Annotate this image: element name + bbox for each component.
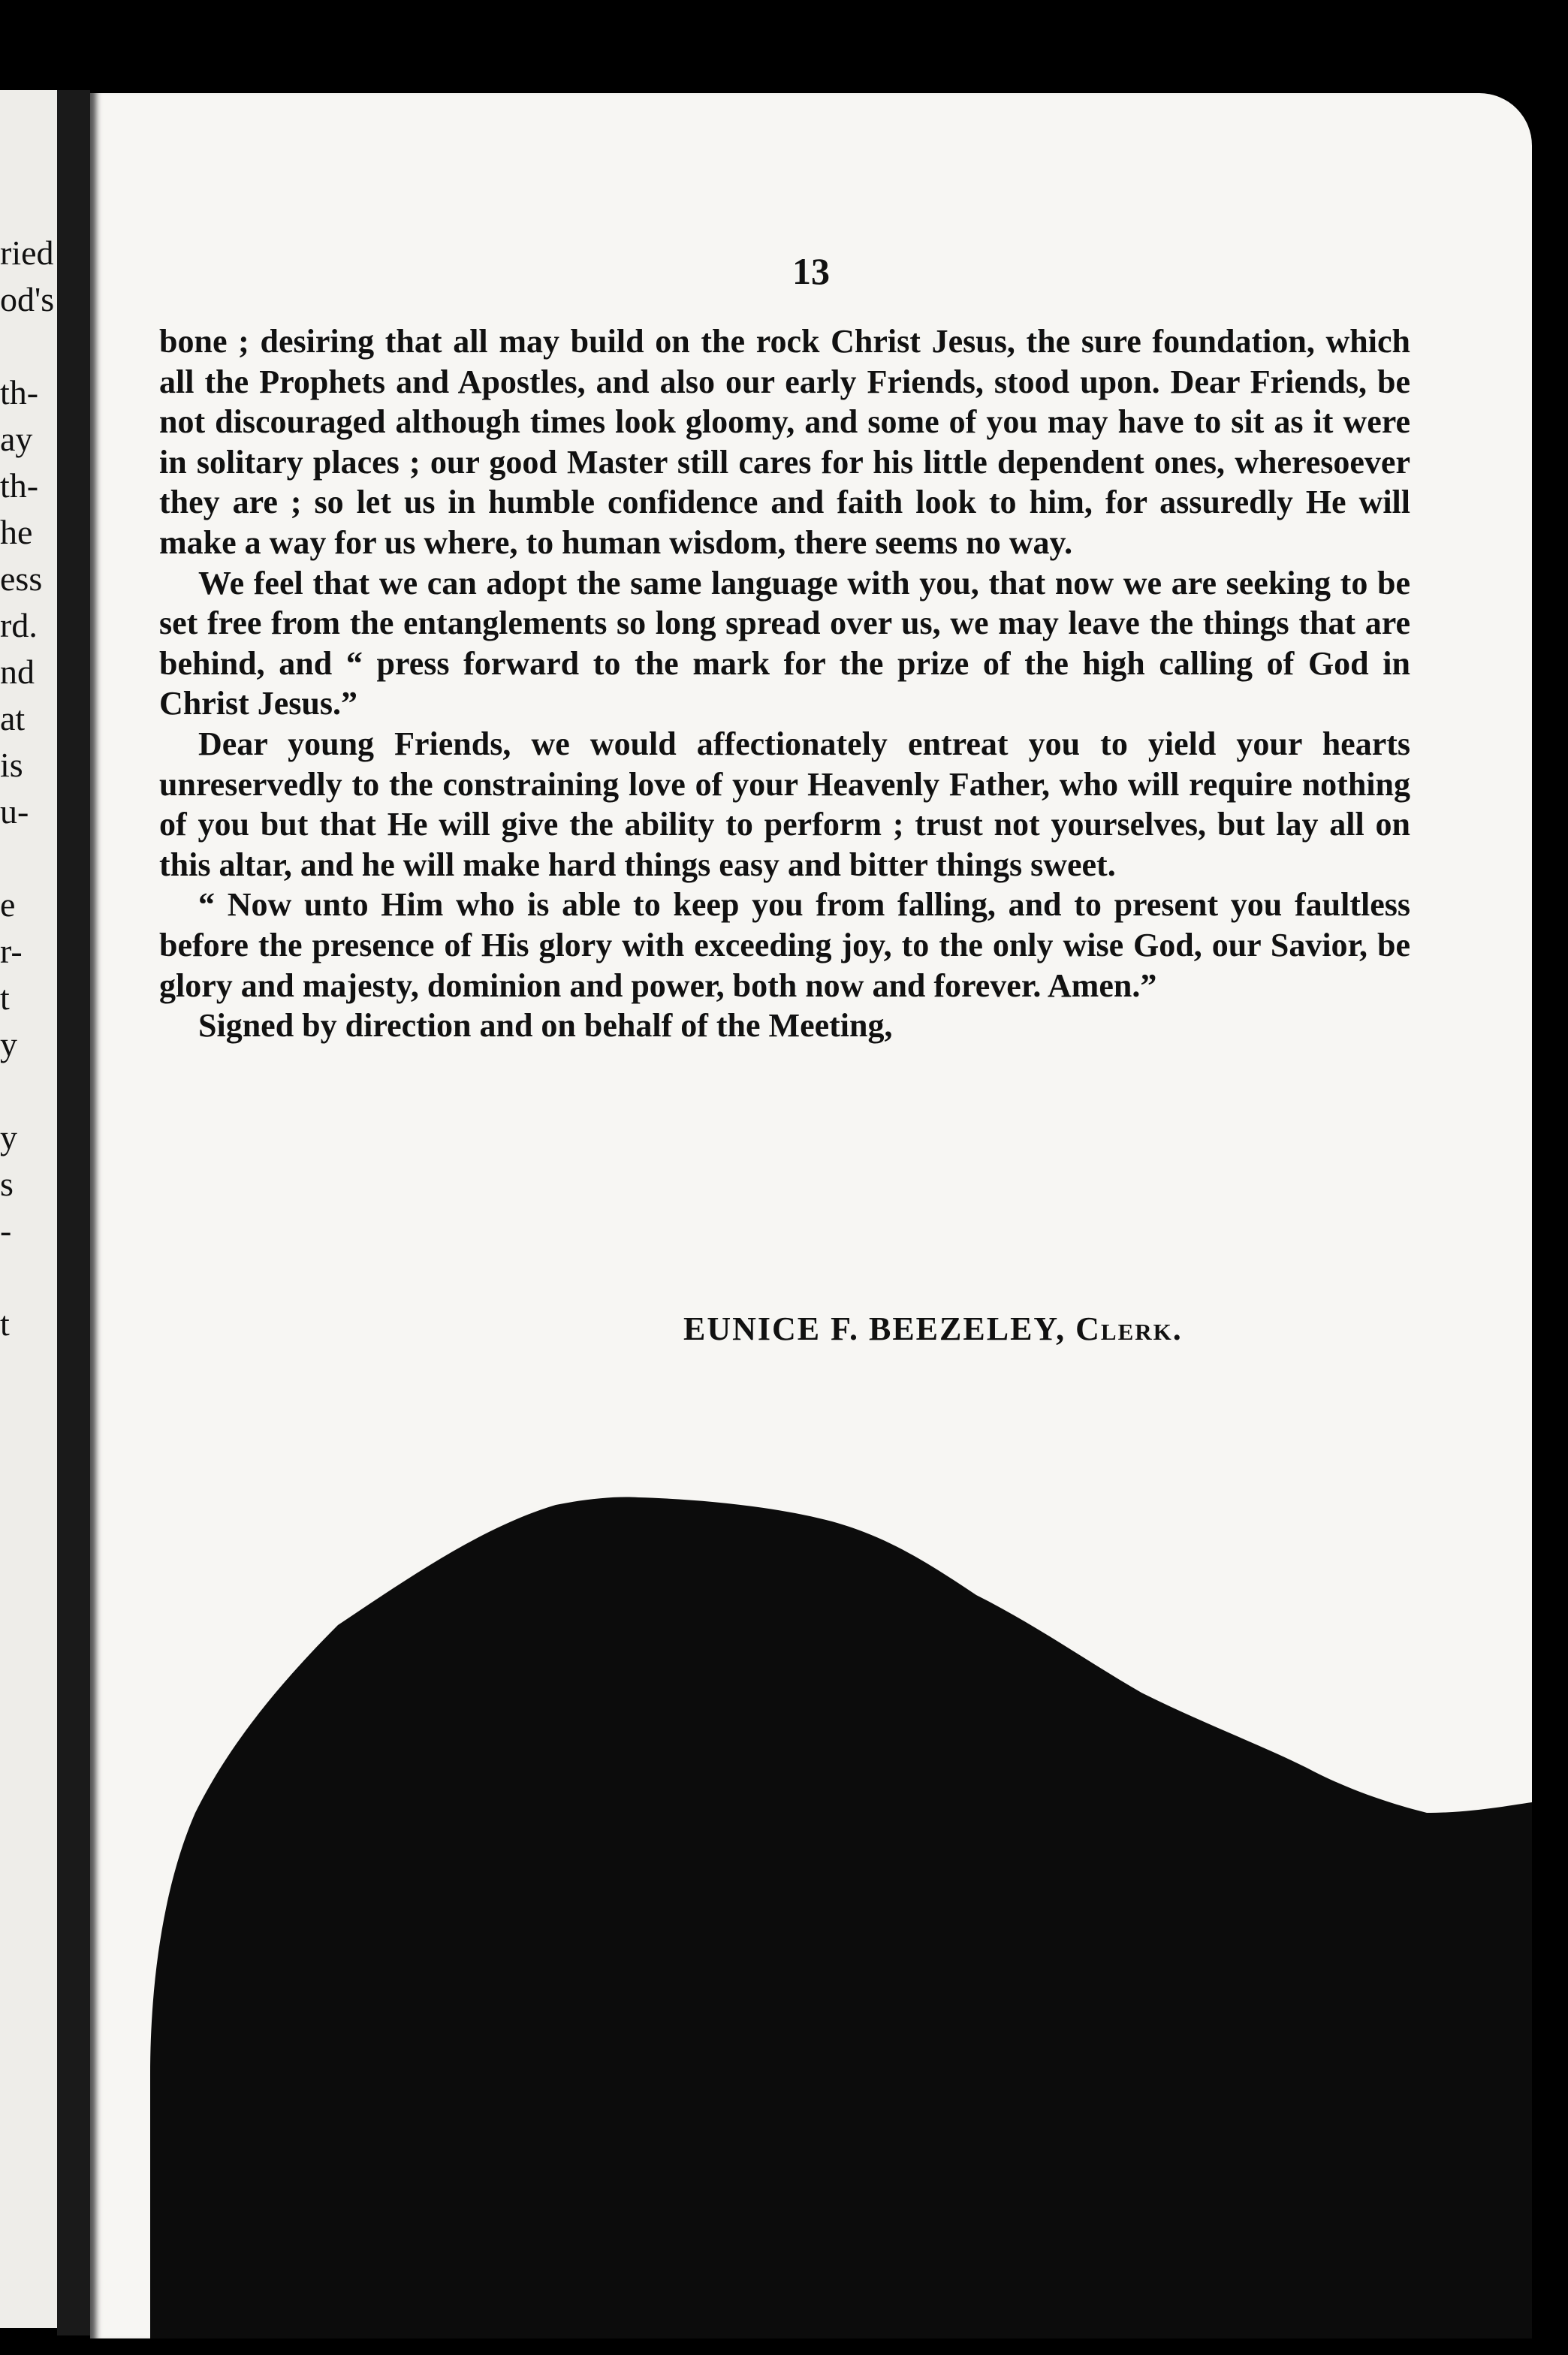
book-page [90, 93, 1532, 2338]
paragraph: Dear young Friends, we would affectionately entreat you to yield your hearts unreservedly to the constraining love of your Heavenly Father, who will require nothing of you but that He will give the ability to perform ; trust not yourselves, but lay all on this altar, and he will make hard things easy and bitter things sweet. [159, 725, 1410, 883]
page-number: 13 [792, 250, 830, 292]
signatory-name: EUNICE F. BEEZELEY, [683, 1310, 1066, 1347]
signatory-title: Clerk. [1075, 1310, 1183, 1347]
paragraph: bone ; desiring that all may build on the rock Christ Jesus, the sure foundation, which all the Prophets and Apostles, and also our early Friends, stood upon. Dear Friends, be not discouraged although times look gloomy, and some of you may have to sit as it were in solitary places ; our good Master still cares for his little dependent ones, wheresoever they are ; so let us in humble confidence and faith look to him, for assuredly He will make a way for us where, to human wisdom, there seems no way. [159, 323, 1410, 561]
facing-page-text: ried od's th- ay th- he ess rd. nd at is u- e r- t y y s - t [0, 234, 55, 1343]
ink-blot-damage [90, 93, 1532, 2338]
paragraph: “ Now unto Him who is able to keep you from falling, and to present you faultless before the presence of His glory with exceeding joy, to the only wise God, our Savior, be glory and majesty, dominion and power, both now and forever. Amen.” [159, 886, 1410, 1004]
paragraph: We feel that we can adopt the same language with you, that now we are seeking to be set free from the entanglements so long spread over us, we may leave the things that are behind, and “ press forward to the mark for the prize of the high calling of God in Christ Jesus.” [159, 564, 1410, 722]
paragraph: Signed by direction and on behalf of the Meeting, [198, 1007, 893, 1045]
book-gutter [57, 90, 90, 2335]
facing-page-edge [0, 90, 57, 2328]
